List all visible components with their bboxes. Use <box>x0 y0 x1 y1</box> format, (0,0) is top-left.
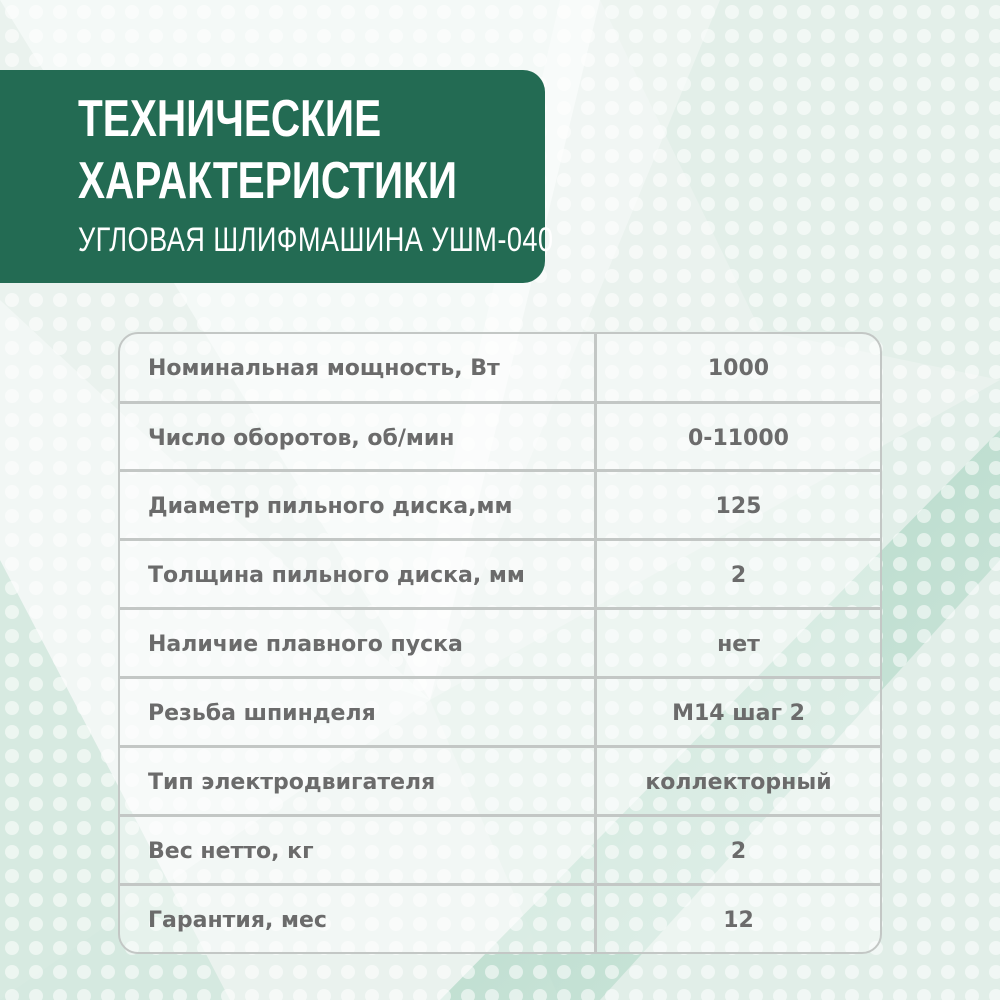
table-row <box>120 541 880 610</box>
spec-name: Тип электродвигателя <box>148 770 436 795</box>
table-row <box>120 404 880 473</box>
spec-value: коллекторный <box>645 770 832 795</box>
table-row <box>120 748 880 817</box>
product-subtitle: УГЛОВАЯ ШЛИФМАШИНА УШМ-040 <box>78 221 554 259</box>
title-banner <box>0 70 554 283</box>
spec-name: Наличие плавного пуска <box>148 632 463 657</box>
spec-value: 12 <box>723 908 754 933</box>
spec-name: Номинальная мощность, Вт <box>148 356 500 381</box>
spec-name: Диаметр пильного диска,мм <box>148 494 513 519</box>
spec-value: нет <box>717 632 760 657</box>
spec-name: Гарантия, мес <box>148 908 327 933</box>
table-row <box>120 472 880 541</box>
spec-value: М14 шаг 2 <box>672 701 805 726</box>
specifications-table <box>118 332 882 954</box>
spec-name: Резьба шпинделя <box>148 701 376 726</box>
spec-value: 125 <box>715 494 762 519</box>
page-title-line2: ХАРАКТЕРИСТИКИ <box>78 152 458 210</box>
page-title-line1: ТЕХНИЧЕСКИЕ <box>78 90 382 148</box>
table-row <box>120 610 880 679</box>
spec-name: Вес нетто, кг <box>148 839 314 864</box>
spec-name: Число оборотов, об/мин <box>148 426 455 451</box>
table-row <box>120 679 880 748</box>
table-row <box>120 817 880 886</box>
spec-value: 0-11000 <box>688 426 789 451</box>
spec-value: 2 <box>730 839 747 864</box>
table-row <box>120 886 880 954</box>
table-row <box>120 334 880 403</box>
spec-value: 1000 <box>707 356 770 381</box>
spec-name: Толщина пильного диска, мм <box>148 563 525 588</box>
spec-value: 2 <box>730 563 747 588</box>
